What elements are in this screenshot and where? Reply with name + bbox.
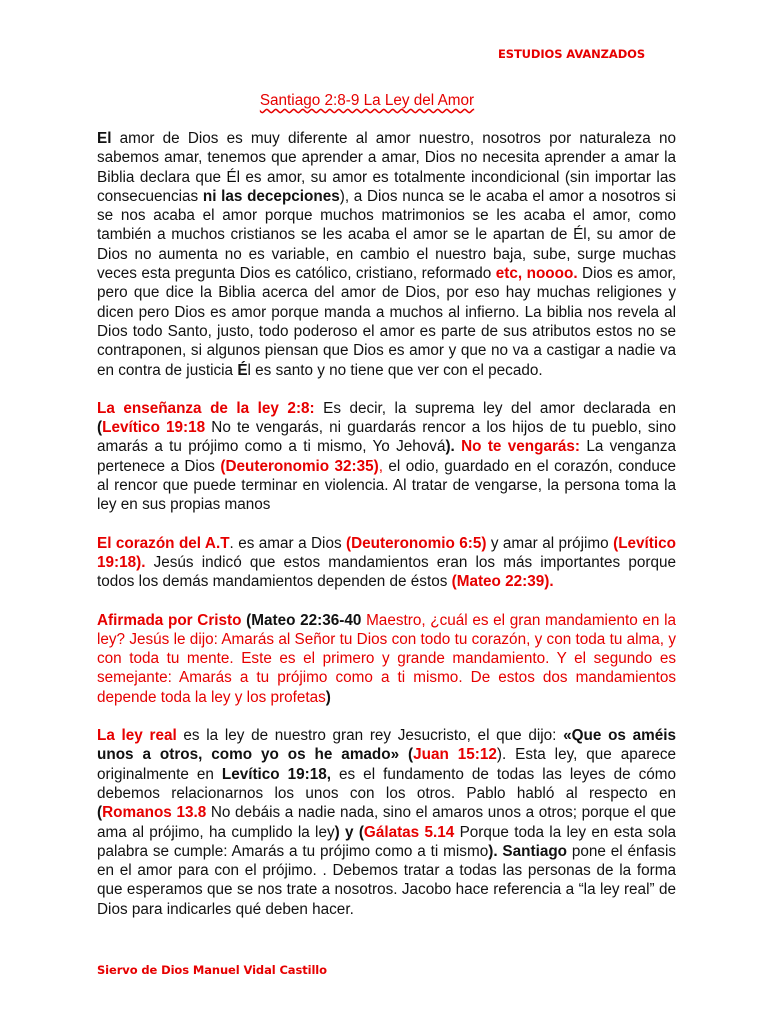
bold-punctuation: ) y ( — [334, 823, 364, 841]
paragraph-afirmada — [97, 611, 676, 707]
intro-highlight: etc, noooo. — [495, 265, 578, 283]
body-text: el odio, guardado en el corazón, conduce al rencor que puede terminar en violencia. Al tratar de vengarse, la persona toma la ley en sus propias manos — [97, 457, 676, 514]
document-body — [97, 129, 676, 938]
intro-text: Dios es amor, pero que dice la Biblia acerca del amor de Dios, por eso hay muchas religiones y dicen pero Dios es amor porque manda a muchos al infierno. La biblia nos revela al Dios todo Santo, justo, todo poderoso el amor es parte de sus atributos estos no se contraponen, si algunos piensan que Dios es amor y que no va a castigar a nadie va en contra de justicia — [97, 265, 676, 379]
bold-punctuation: ( — [399, 746, 414, 764]
body-text: Porque toda la ley en esta sola palabra se cumple: Amarás a tu prójimo como a ti mismo — [97, 823, 676, 860]
bold-quote: «Que os améis unos a otros, como yo os he amado» — [97, 727, 676, 764]
section-heading: La enseñanza de la ley 2:8: — [97, 399, 315, 417]
body-text: pone el énfasis en el amor para con el prójimo. . Debemos tratar a todas las personas de la forma que esperamos que se nos trate a nosotros. Jacobo hace referencia a “la ley real” de Dios para indicarles qué deben hacer. — [97, 842, 676, 918]
bible-reference: (Deuteronomio 32:35) — [220, 457, 379, 475]
body-text: ). Esta ley, que aparece originalmente en — [97, 746, 676, 783]
body-text: y amar al prójimo — [486, 534, 614, 552]
red-comma: , — [378, 457, 384, 475]
bible-reference: (Levítico 19:18). — [97, 534, 677, 571]
document-title: Santiago 2:8-9 La Ley del Amor — [259, 92, 475, 109]
body-text: . es amar a Dios — [229, 534, 347, 552]
body-text: Jesús indicó que estos mandamientos eran los más importantes porque todos los demás mandamientos dependen de éstos — [97, 553, 676, 591]
intro-first-word: El — [97, 130, 112, 147]
bible-reference: Gálatas 5.14 — [363, 823, 455, 841]
body-text: es el fundamento de todas las leyes de cómo debemos relacionarnos los unos con los otros. Pablo habló al respecto en — [97, 765, 676, 802]
paragraph-corazon — [97, 534, 676, 592]
bible-reference: Levítico 19:18, — [221, 765, 332, 783]
bold-name: ). Santiago — [488, 842, 568, 860]
subheading: No te vengarás: — [454, 438, 581, 456]
paragraph-ley-real — [97, 726, 676, 919]
section-heading: El corazón del A.T — [97, 534, 230, 552]
scripture-quote: Maestro, ¿cuál es el gran mandamiento en la ley? Jesús le dijo: Amarás al Señor tu Dios con todo tu corazón, y con toda tu alma, y con toda tu mente. Este es el primero y grande mandamiento. Y el segundo es semejante: Amarás a tu prójimo como a ti mismo. De estos dos mandamientos depende toda la ley y los profetas — [97, 611, 677, 706]
intro-bold-letter: É — [237, 361, 248, 379]
bold-punctuation: ) — [325, 688, 331, 706]
bible-reference: (Mateo 22:36-40 — [241, 611, 362, 629]
intro-text: amor de Dios es muy diferente al amor nuestro, nosotros por naturaleza no sabemos amar, tenemos que aprender a amar, Dios no necesita aprender a amar la Biblia declara que Él es amor, su amor es totalmente incondicional (sin importar las consecuencias — [97, 130, 676, 205]
bible-reference: (Deuteronomio 6:5) — [346, 534, 487, 552]
bible-reference: (Mateo 22:39). — [451, 573, 554, 591]
bold-punctuation: ( — [97, 419, 103, 437]
intro-text: ), a Dios nunca se le acaba el amor a nosotros si se nos acaba el amor porque muchos matrimonios se les acaba el amor, como también a muchos cristianos se les acaba el amor se le apartan de Él, su amor de Dios no aumenta no es variable, en cambio el nuestro baja, sube, surge muchas veces esta pregunta Dios es católico, cristiano, reformado — [97, 187, 676, 283]
body-text: Es decir, la suprema ley del amor declarada en — [314, 399, 676, 417]
section-heading: La ley real — [97, 727, 177, 745]
bible-reference: Romanos 13.8 — [102, 804, 207, 822]
page-header-label: ESTUDIOS AVANZADOS — [498, 47, 646, 61]
bold-punctuation: ( — [97, 804, 103, 822]
intro-text: l es santo y no tiene que ver con el pecado. — [247, 361, 543, 379]
body-text: es la ley de nuestro gran rey Jesucristo, el que dijo: — [176, 727, 564, 745]
section-heading: Afirmada por Cristo — [97, 611, 242, 629]
bible-reference: Levítico 19:18 — [102, 419, 206, 437]
body-text: No debáis a nadie nada, sino el amaros unos a otros; porque el que ama al prójimo, ha cumplido la ley — [97, 804, 676, 841]
body-text: No te vengarás, ni guardarás rencor a los hijos de tu pueblo, sino amarás a tu prójimo como a ti mismo, Yo Jehová — [97, 419, 676, 456]
bold-punctuation: ). — [445, 438, 455, 456]
paragraph-ensenanza — [97, 399, 676, 515]
bible-reference: Juan 15:12 — [413, 746, 497, 764]
intro-bold-phrase: ni las decepciones — [202, 187, 340, 205]
paragraph-intro — [97, 129, 676, 380]
body-text: La venganza pertenece a Dios — [97, 438, 676, 475]
page-footer-label: Siervo de Dios Manuel Vidal Castillo — [97, 963, 327, 977]
